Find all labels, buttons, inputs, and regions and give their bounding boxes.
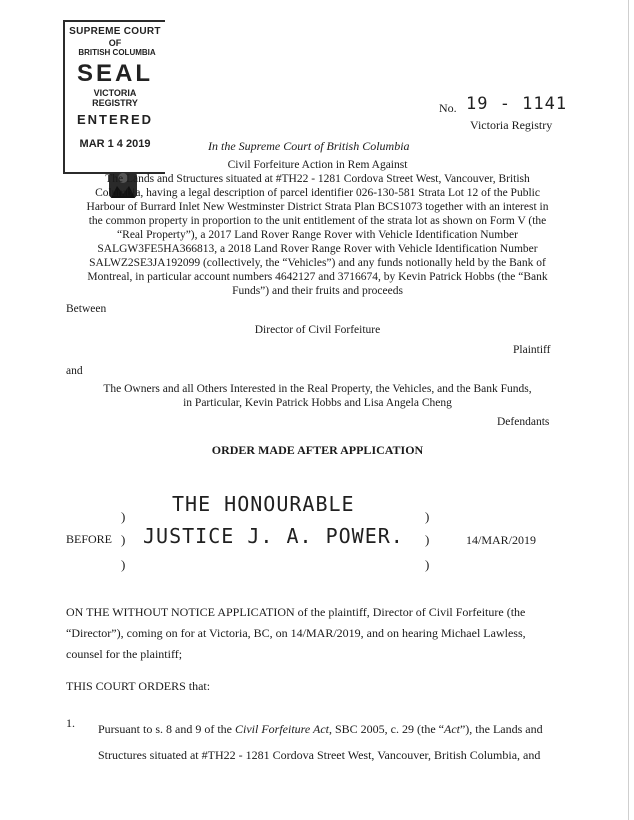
- between-label: Between: [66, 303, 107, 315]
- stamp-line-3: BRITISH COLUMBIA: [78, 48, 156, 57]
- defendants-line-1: The Owners and all Others Interested in the Real Property, the Vehicles, and the Bank Funds,: [103, 383, 532, 395]
- style-line-3: Columbia, having a legal description of parcel identifier 026-130-581 Strata Lot 12 of the Public: [95, 187, 540, 199]
- style-line-5: the common property in proportion to the unit entitlement of the strata lot as shown on Form V (the: [88, 215, 547, 227]
- paren-right-3: ): [425, 557, 430, 572]
- style-line-7: SALGW3FE5HA366813, a 2018 Land Rover Range Rover with Vehicle Identification Number: [97, 243, 538, 255]
- para-1-text-b: , SBC 2005, c. 29 (the “: [328, 722, 444, 736]
- application-paragraph: [66, 602, 556, 665]
- plaintiff-label: Plaintiff: [513, 344, 551, 356]
- stamp-line-2: OF: [108, 38, 122, 48]
- order-title: ORDER MADE AFTER APPLICATION: [211, 443, 424, 457]
- paren-left-2: ): [121, 532, 126, 547]
- court-seal-stamp: [63, 20, 165, 174]
- judge-handwritten-line-2: JUSTICE J. A. POWER.: [143, 524, 404, 548]
- file-number: 19 - 1141: [466, 94, 568, 114]
- order-date: 14/MAR/2019: [466, 533, 537, 547]
- stamp-date: MAR 1 4 2019: [79, 138, 151, 150]
- registry-name: Victoria Registry: [470, 118, 553, 132]
- file-no-label: No.: [439, 101, 457, 115]
- paren-right-2: ): [425, 532, 430, 547]
- stamp-registry: [65, 88, 165, 108]
- application-line-3: counsel for the plaintiff;: [66, 647, 183, 661]
- act-name: Civil Forfeiture Act: [235, 722, 329, 736]
- stamp-line-1: SUPREME COURT: [69, 26, 161, 37]
- stamp-registry-line-1: VICTORIA: [93, 88, 137, 98]
- defendants-line-2: in Particular, Kevin Patrick Hobbs and Lisa Angela Cheng: [183, 397, 452, 409]
- para-1-line-1: [98, 716, 558, 742]
- and-label: and: [66, 365, 83, 377]
- style-line-2: The Lands and Structures situated at #TH22 - 1281 Cordova Street West, Vancouver, British: [105, 173, 530, 185]
- style-of-cause: [60, 158, 575, 298]
- stamp-registry-line-2: REGISTRY: [92, 98, 138, 108]
- para-1-number: 1.: [66, 716, 75, 730]
- style-line-9: Montreal, in particular account numbers 4642127 and 3716674, by Kevin Patrick Hobbs (the “Bank: [87, 271, 548, 283]
- orders-intro: THIS COURT ORDERS that:: [66, 679, 211, 693]
- paren-left-3: ): [121, 557, 126, 572]
- paren-right-1: ): [425, 509, 430, 524]
- para-1-line-2: Structures situated at #TH22 - 1281 Cordova Street West, Vancouver, British Columbia, and: [98, 748, 541, 762]
- application-line-2: “Director”), coming on for at Victoria, BC, on 14/MAR/2019, and on hearing Michael Lawless,: [66, 626, 526, 640]
- defendants-names: [60, 382, 575, 410]
- stamp-entered: ENTERED: [76, 112, 154, 127]
- judge-handwritten-line-1: THE HONOURABLE: [172, 492, 355, 516]
- paren-left-1: ): [121, 509, 126, 524]
- plaintiff-name: Director of Civil Forfeiture: [254, 324, 381, 336]
- style-line-10: Funds”) and their fruits and proceeds: [232, 285, 403, 297]
- scan-edge-line: [628, 0, 629, 820]
- court-name: In the Supreme Court of British Columbia: [208, 139, 410, 153]
- style-line-8: SALWZ2SE3JA192099 (collectively, the “Vehicles”) and any funds notionally held by the Bank of: [89, 257, 546, 269]
- stamp-seal-word: SEAL: [76, 60, 153, 87]
- para-1-text-c: ”), the Lands and: [459, 722, 543, 736]
- style-line-1: Civil Forfeiture Action in Rem Against: [227, 159, 408, 171]
- before-label: BEFORE: [66, 532, 113, 546]
- para-1-text-a: Pursuant to s. 8 and 9 of the: [98, 722, 235, 736]
- style-line-6: “Real Property”), a 2017 Land Rover Range Rover with Vehicle Identification Number: [117, 229, 518, 241]
- para-1-text: [98, 716, 558, 768]
- defendants-label: Defendants: [497, 416, 550, 428]
- style-line-4: Harbour of Burrard Inlet New Westminster District Strata Plan BCS1073 together with an interest in: [86, 201, 549, 213]
- application-line-1: ON THE WITHOUT NOTICE APPLICATION of the plaintiff, Director of Civil Forfeiture (the: [66, 605, 526, 619]
- act-short-name: Act: [443, 722, 460, 736]
